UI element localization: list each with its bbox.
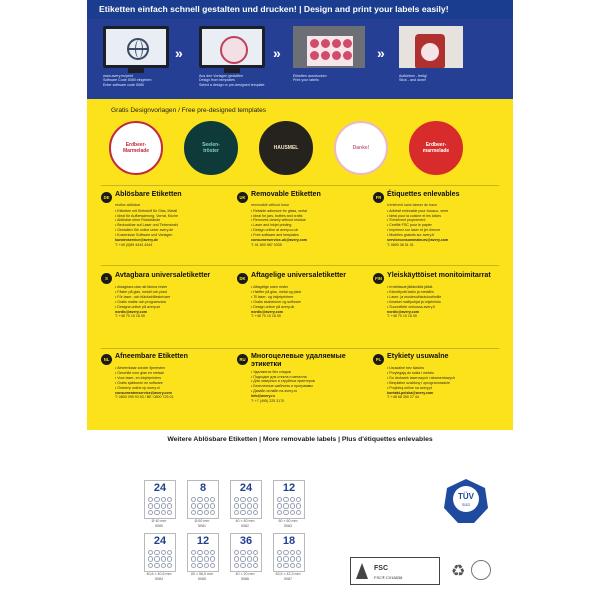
monitor-icon [199,26,265,68]
triman-icon [471,560,491,580]
label-layout-icon [191,497,215,515]
section-bullet: • Reliable adhesive for glass, metal [251,209,367,214]
section-title: Многоцелевые удаляемые этикетки [251,352,346,368]
section-phone: T: +45 70 10 18 00 [251,314,281,319]
label-count: 36 [239,535,253,547]
recycle-icon: ♻ [451,563,466,580]
label-layout-icon [234,550,258,568]
section-contact[interactable]: kontakt-polska@avery.com [387,390,434,395]
more-labels-title: Weitere Ablösbare Etiketten | More removable labels | Plus d'étiquettes enlevables [167,436,433,443]
section-bullet: • Bezpłatne szablony i oprogramowanie [387,381,503,386]
section-phone: T: 01 800 987 0335 [251,242,282,247]
step-caption: Aus den Vorlagen gestalten Design from templates Select a design or pre-designed template [199,74,265,87]
template-circle[interactable]: Danke! [334,121,388,175]
section-bullet: • Design online på avery.dk [251,305,367,310]
section-phone: T: 0800 099 93 53 / BE: 0800 725 01 [115,395,174,400]
section-contact[interactable]: kundenservice@avery.de [115,238,158,243]
label-layout-icon [277,550,301,568]
section-contact[interactable]: nordic@avery.com [387,309,419,314]
language-badge: S [101,273,112,284]
label-count: 12 [282,482,296,494]
templates-title: Gratis Designvorlagen / Free pre-designed templates [111,107,267,114]
tuv-sub: SÜD [461,502,471,507]
section-bullet: • Laser and inkjet printing [251,223,367,228]
section-bullet: • Ablösbar ohne Rückstände [115,218,231,223]
label-caption: 60 × 58,5 mm 5085 [190,572,214,581]
label-sheet-tile[interactable] [144,480,176,519]
language-badge: FIN [373,273,384,284]
section-bullet: • Kostenlose Software und Vorlagen [115,233,231,238]
section-bullet: • Bedruckbar auf Laser und Tintenstrahl [115,223,231,228]
section-bullet: • Kiinnittyvät lasiin ja metalliin [387,290,503,295]
fsc-text: FSC [374,565,388,572]
divider [101,265,499,266]
section-bullet: • Adhésif enlevable pour bocaux, verre [387,209,503,214]
label-sheet-tile[interactable] [273,480,305,519]
language-section [237,272,367,319]
section-title: Étiquettes enlevables [387,190,460,198]
label-caption: 40,6 × 40,6 mm 5084 [146,572,172,581]
tuv-text: TÜV [458,492,474,501]
language-badge: NL [101,354,112,365]
step-design [199,26,265,87]
label-caption: 63,5 × 42,3 mm 5087 [275,572,301,581]
section-bullet: • Ilmaiset mallipohjat ja ohjelmisto [387,300,503,305]
globe-icon [127,38,149,60]
step-caption: Etiketten ausdrucken Print your labels [293,74,327,83]
section-subtitle: restlos ablösbar [115,203,141,207]
section-bullet: • Designa online på avery.se [115,305,231,310]
step-caption: www.avery.eu/print Software Code 5080 eingeben Enter software code 5080 [103,74,152,87]
label-caption: 40 × 20 mm 5086 [235,572,255,581]
label-sheet-tile[interactable] [144,533,176,572]
label-count: 24 [153,535,167,547]
header-bar [87,0,513,19]
chevron-right-icon: » [377,45,382,61]
section-bullet: • Laser- ja mustesuihkutulostimille [387,295,503,300]
section-bullet: • Voor laser- en inkjetprinters [115,376,231,381]
section-bullet: • Geschikt voor glas en metaal [115,371,231,376]
section-bullet: • S'enlèvent proprement [387,218,503,223]
section-bullet: • Modèles gratuits sur avery.fr [387,233,503,238]
language-section [373,272,503,319]
section-phone: T: +45 70 10 18 00 [387,314,417,319]
divider [101,185,499,186]
template-circle[interactable]: Seelen- tröster [184,121,238,175]
monitor-icon [103,26,169,68]
section-bullet: • Hæfter på glas, metal og plast [251,290,367,295]
section-bullet: • Imprimez sur laser et jet d'encre [387,228,503,233]
label-caption: Ø 60 mm 5081 [194,519,210,528]
section-title: Aftagelige universaletiketter [251,271,347,279]
chevron-right-icon: » [175,45,180,61]
label-caption: 40 × 40 mm 5082 [235,519,255,528]
language-badge: DK [237,273,248,284]
section-bullet: • Projektuj online na avery.pl [387,386,503,391]
section-bullet: • Idéal pour la cuisine et les loisirs [387,214,503,219]
header-title: Etiketten einfach schnell gestalten und drucken! | Design and print your labels easily! [99,4,449,14]
section-title: Afneembare Etiketten [115,352,188,360]
section-bullet: • Удаляются без следов [251,370,367,375]
label-count: 8 [199,482,207,494]
template-circle[interactable]: Erdbeer- marmelade [409,121,463,175]
language-section [237,353,367,404]
step-print [293,26,365,83]
section-bullet: • Avtagbara utan att lämna rester [115,285,231,290]
section-bullet: • Przylegają do szkła i metalu [387,371,503,376]
section-bullet: • Бесплатные шаблоны и программы [251,384,367,389]
label-count: 24 [153,482,167,494]
section-title: Yleiskäyttöiset monitoimitarrat [387,271,491,279]
section-bullet: • Removes cleanly without residue [251,218,367,223]
template-circle[interactable]: HAUSMEL [259,121,313,175]
chevron-right-icon: » [273,45,278,61]
section-contact[interactable]: serviceconsommateurs@avery.com [387,238,449,243]
section-bullet: • Gratis mallar och programvara [115,300,231,305]
section-bullet: • Дизайн онлайн на avery.ru [251,389,367,394]
section-bullet: • Irrotettavat jättämättä jälkiä [387,285,503,290]
language-section [373,191,503,248]
language-badge: FR [373,192,384,203]
section-contact[interactable]: nordic@avery.com [115,309,147,314]
label-sheet-tile[interactable] [230,480,262,519]
section-bullet: • Til laser- og inkjetprintere [251,295,367,300]
section-contact[interactable]: consumentenservice@avery.com [115,390,172,395]
section-phone: T: +7 (495) 225 3170 [251,399,285,404]
steps-band [87,19,513,99]
section-contact[interactable]: nordic@avery.com [251,309,283,314]
label-count: 18 [282,535,296,547]
language-section [101,272,231,319]
label-sheet-tile[interactable] [273,533,305,572]
section-bullet: • Для лазерных и струйных принтеров [251,379,367,384]
section-bullet: • Gratis sjablonen en software [115,381,231,386]
section-bullet: • Free software and templates [251,233,367,238]
label-layout-icon [234,497,258,515]
language-section [101,191,231,248]
section-subtitle: removable without trace [251,203,290,207]
step-website [103,26,169,87]
section-phone: T: 0800 36 51 01 [387,242,414,247]
section-bullet: • Подходят для стекла и металла [251,375,367,380]
printer-photo [293,26,365,68]
language-section [373,353,503,400]
section-title: Ablösbare Etiketten [115,190,182,198]
section-bullet: • Suunnittele verkossa avery.fi [387,305,503,310]
label-count: 12 [196,535,210,547]
template-circle[interactable]: Erdbeer- Marmelade [109,121,163,175]
section-bullet: • För laser- och bläckstråleskrivare [115,295,231,300]
label-layout-icon [148,497,172,515]
label-caption: 60 × 60 mm 5083 [278,519,298,528]
section-bullet: • Gratis skabeloner og software [251,300,367,305]
label-layout-icon [191,550,215,568]
fsc-logo [350,557,440,585]
label-count: 24 [239,482,253,494]
label-layout-icon [148,550,172,568]
section-bullet: • Etiketten mit Klebstoff für Glas, Metall [115,209,231,214]
jar-photo [399,26,463,68]
section-phone: T: +49 (0)89 4444 4444 [115,242,153,247]
section-title: Removable Etiketten [251,190,321,198]
section-phone: T: +48 68 350 27 44 [387,395,419,400]
section-subtitle: s'enlèvent sans laisser de trace [387,203,438,207]
label-sheet-tile[interactable] [230,533,262,572]
section-bullet: • Ideal für Aufbewahrung, Vorrat, Küche [115,214,231,219]
section-bullet: • Usuwalne bez śladów [387,366,503,371]
section-contact[interactable]: consumerservice-uk@avery.com [251,238,307,243]
language-badge: DE [101,192,112,203]
fsc-code: FSC® C018838 [374,575,403,580]
section-bullet: • Fäster på glas, metall och plast [115,290,231,295]
section-bullet: • Gestalten Sie online unter avery.de [115,228,231,233]
section-bullet: • Do drukarek laserowych i atramentowych [387,376,503,381]
section-contact[interactable]: info@avery.ru [251,394,275,399]
product-sheet [87,0,513,600]
step-stick [399,26,463,83]
section-bullet: • Ontwerp online op avery.nl [115,386,231,391]
label-layout-icon [277,497,301,515]
language-badge: RU [237,354,248,365]
tuv-badge-icon [443,478,489,524]
step-caption: Aufkleben - fertig! Stick - and done! [399,74,428,83]
language-badge: PL [373,354,384,365]
section-bullet: • Design online at avery.co.uk [251,228,367,233]
label-sheet-tile[interactable] [187,533,219,572]
label-preview-icon [220,36,248,64]
section-bullet: • Aftagelige uden rester [251,285,367,290]
label-caption: Ø 40 mm 5080 [151,519,167,528]
section-title: Avtagbara universaletiketter [115,271,211,279]
section-bullet: • Afneembaar zonder lijmresten [115,366,231,371]
section-phone: T: +45 70 10 18 00 [115,314,145,319]
divider [101,348,499,349]
label-sheet-tile[interactable] [187,480,219,519]
language-badge: UK [237,192,248,203]
language-section [101,353,231,400]
language-section [237,191,367,248]
section-bullet: • Ideal for jars, bottles and crafts [251,214,367,219]
section-title: Etykiety usuwalne [387,352,449,360]
section-bullet: • Certifié FSC pour le papier [387,223,503,228]
